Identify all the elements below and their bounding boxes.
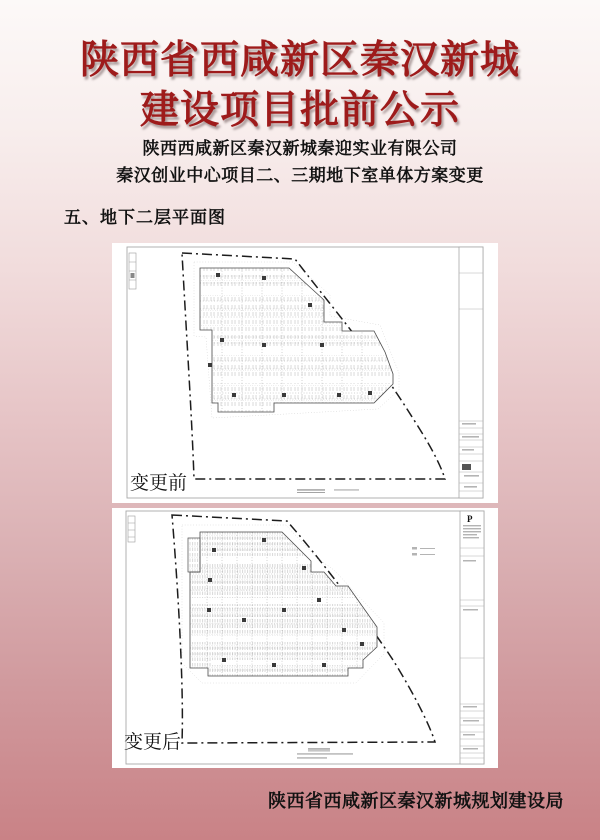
titleblock — [460, 511, 484, 764]
plan-after-label: 变更后 — [124, 732, 182, 753]
page-title — [0, 36, 600, 136]
plan-before-label: 变更前 — [130, 473, 188, 494]
floorplan-before-drawing — [112, 243, 498, 503]
titleblock-stamp — [462, 464, 471, 470]
project-subtitle: 秦汉创业中心项目二、三期地下室单体方案变更 — [116, 166, 484, 185]
floorplan-after-drawing — [112, 508, 498, 768]
company-subtitle: 陕西西咸新区秦汉新城秦迎实业有限公司 — [142, 139, 458, 158]
plan-before-panel — [112, 243, 498, 503]
ramp-wing — [188, 538, 200, 572]
plan-after-panel — [112, 508, 498, 768]
title-line-2: 建设项目批前公示 — [139, 89, 460, 132]
titleblock — [459, 247, 483, 498]
titleblock-logo: P — [467, 514, 473, 524]
section-heading: 五、地下二层平面图 — [64, 208, 226, 227]
footer-authority: 陕西省西咸新区秦汉新城规划建设局 — [268, 791, 564, 811]
title-line-1: 陕西省西咸新区秦汉新城 — [79, 39, 520, 82]
